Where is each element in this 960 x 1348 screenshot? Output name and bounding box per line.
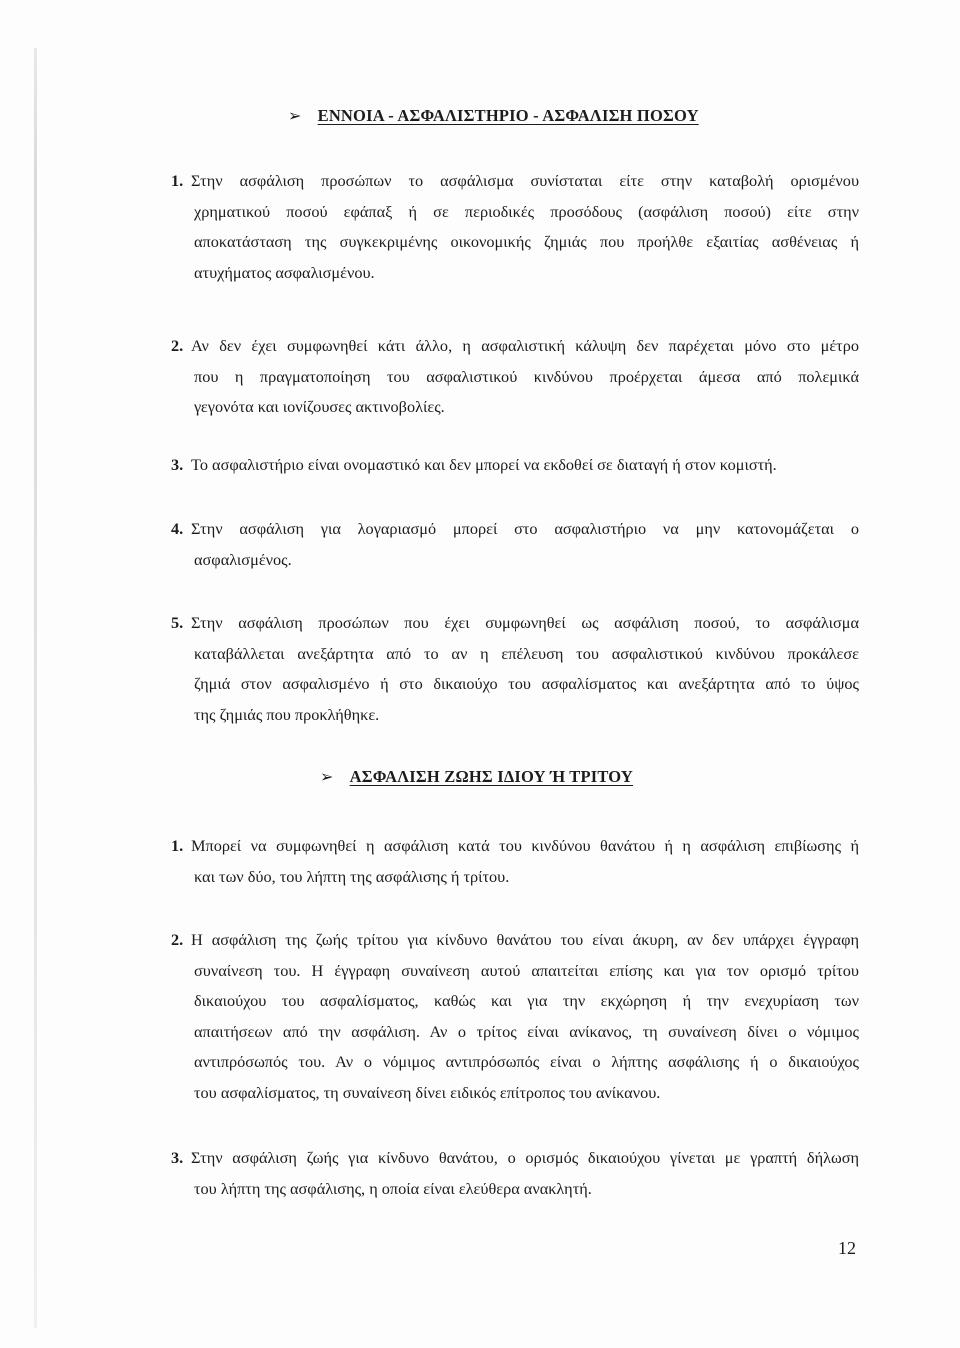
paragraph-line: ατυχήματος ασφαλισμένου. [194, 262, 375, 282]
paragraph-number: 5. [171, 613, 184, 632]
paragraph-number: 2. [171, 930, 184, 949]
section-title: ΑΣΦΑΛΙΣΗ ΖΩΗΣ ΙΔΙΟΥ Ή ΤΡΙΤΟΥ [349, 767, 634, 786]
numbered-paragraph [173, 514, 859, 575]
paragraph-line: της ζημιάς που προκλήθηκε. [194, 704, 380, 724]
scan-edge-shadow [34, 48, 37, 1328]
paragraph-line: που η πραγματοποίηση του ασφαλιστικού κινδύνου προέρχεται άμεσα από πολεμικά [194, 366, 859, 386]
paragraph-line: γεγονότα και ιονίζουσες ακτινοβολίες. [194, 397, 445, 416]
paragraph-line: ασφαλισμένος. [194, 549, 292, 569]
arrow-bullet-icon: ➢ [288, 108, 302, 125]
paragraph-line: Η ασφάλιση της ζωής τρίτου για κίνδυνο θανάτου του είναι άκυρη, αν δεν υπάρχει έγγραφη [191, 930, 859, 949]
paragraph-line: Στην ασφάλιση προσώπων που έχει συμφωνηθεί ως ασφάλιση ποσού, το ασφάλισμα [191, 613, 859, 632]
page-number: 12 [838, 1238, 856, 1258]
numbered-paragraph [173, 450, 859, 481]
numbered-paragraph [173, 925, 859, 1108]
paragraph-line: Στην ασφάλιση προσώπων το ασφάλισμα συνίσταται είτε στην καταβολή ορισμένου [191, 171, 859, 190]
paragraph-number: 4. [171, 519, 184, 538]
paragraph-number: 2. [171, 336, 184, 355]
paragraph-line: και των δύο, του λήπτη της ασφάλισης ή τρίτου. [194, 866, 510, 886]
numbered-paragraph [173, 331, 859, 423]
paragraph-line: χρηματικού ποσού εφάπαξ ή σε περιοδικές προσόδους (ασφάλιση ποσού) είτε στην [194, 201, 859, 221]
numbered-paragraph [173, 608, 859, 730]
paragraph-line: του λήπτη της ασφάλισης, η οποία είναι ελεύθερα ανακλητή. [194, 1178, 592, 1198]
section-heading-life-insurance [320, 767, 633, 787]
paragraph-line: Μπορεί να συμφωνηθεί η ασφάλιση κατά του κινδύνου θανάτου ή η ασφάλιση επιβίωσης ή [191, 836, 859, 855]
paragraph-line: καταβάλλεται ανεξάρτητα από το αν η επέλευση του ασφαλιστικού κινδύνου προκάλεσε [194, 643, 859, 663]
paragraph-line: Αν δεν έχει συμφωνηθεί κάτι άλλο, η ασφαλιστική κάλυψη δεν παρέχεται μόνο στο μέτρο [191, 336, 859, 355]
paragraph-number: 3. [171, 1148, 184, 1167]
numbered-paragraph [173, 166, 859, 288]
paragraph-line: συναίνεση του. Η έγγραφη συναίνεση αυτού απαιτείται επίσης και για τον ορισμό τρίτου [194, 960, 859, 980]
paragraph-number: 1. [171, 171, 184, 190]
paragraph-line: αποκατάσταση της συγκεκριμένης οικονομικής ζημιάς που προήλθε εξαιτίας ασθένειας ή [194, 232, 859, 251]
paragraph-line: απαιτήσεων από την ασφάλιση. Αν ο τρίτος είναι ανίκανος, τη συναίνεση δίνει ο νόμιμος [194, 1021, 859, 1041]
section-title: ΕΝΝΟΙΑ - ΑΣΦΑΛΙΣΤΗΡΙΟ - ΑΣΦΑΛΙΣΗ ΠΟΣΟΥ [317, 106, 699, 125]
numbered-paragraph [173, 1143, 859, 1204]
paragraph-line: Στην ασφάλιση ζωής για κίνδυνο θανάτου, ο ορισμός δικαιούχου γίνεται με γραπτή δήλωση [191, 1148, 859, 1167]
paragraph-line: ζημιά στον ασφαλισμένο ή στο δικαιούχο του ασφαλίσματος και ανεξάρτητα από το ύψος [194, 674, 859, 693]
paragraph-line: δικαιούχου του ασφαλίσματος, καθώς και για την εκχώρηση ή την ενεχυρίαση των [194, 991, 859, 1010]
paragraph-line: Το ασφαλιστήριο είναι ονομαστικό και δεν μπορεί να εκδοθεί σε διαταγή ή στον κομιστή. [191, 455, 777, 474]
paragraph-number: 3. [171, 455, 184, 474]
paragraph-line: αντιπρόσωπός του. Αν ο νόμιμος αντιπρόσωπός είναι ο λήπτης ασφάλισης ή ο δικαιούχος [194, 1052, 859, 1071]
section-heading-definition [288, 106, 699, 126]
paragraph-number: 1. [171, 836, 184, 855]
paragraph-line: του ασφαλίσματος, τη συναίνεση δίνει ειδικός επίτροπος του ανίκανου. [194, 1082, 661, 1102]
paragraph-line: Στην ασφάλιση για λογαριασμό μπορεί στο ασφαλιστήριο να μην κατονομάζεται ο [191, 519, 859, 538]
arrow-bullet-icon: ➢ [320, 769, 334, 786]
numbered-paragraph [173, 831, 859, 892]
